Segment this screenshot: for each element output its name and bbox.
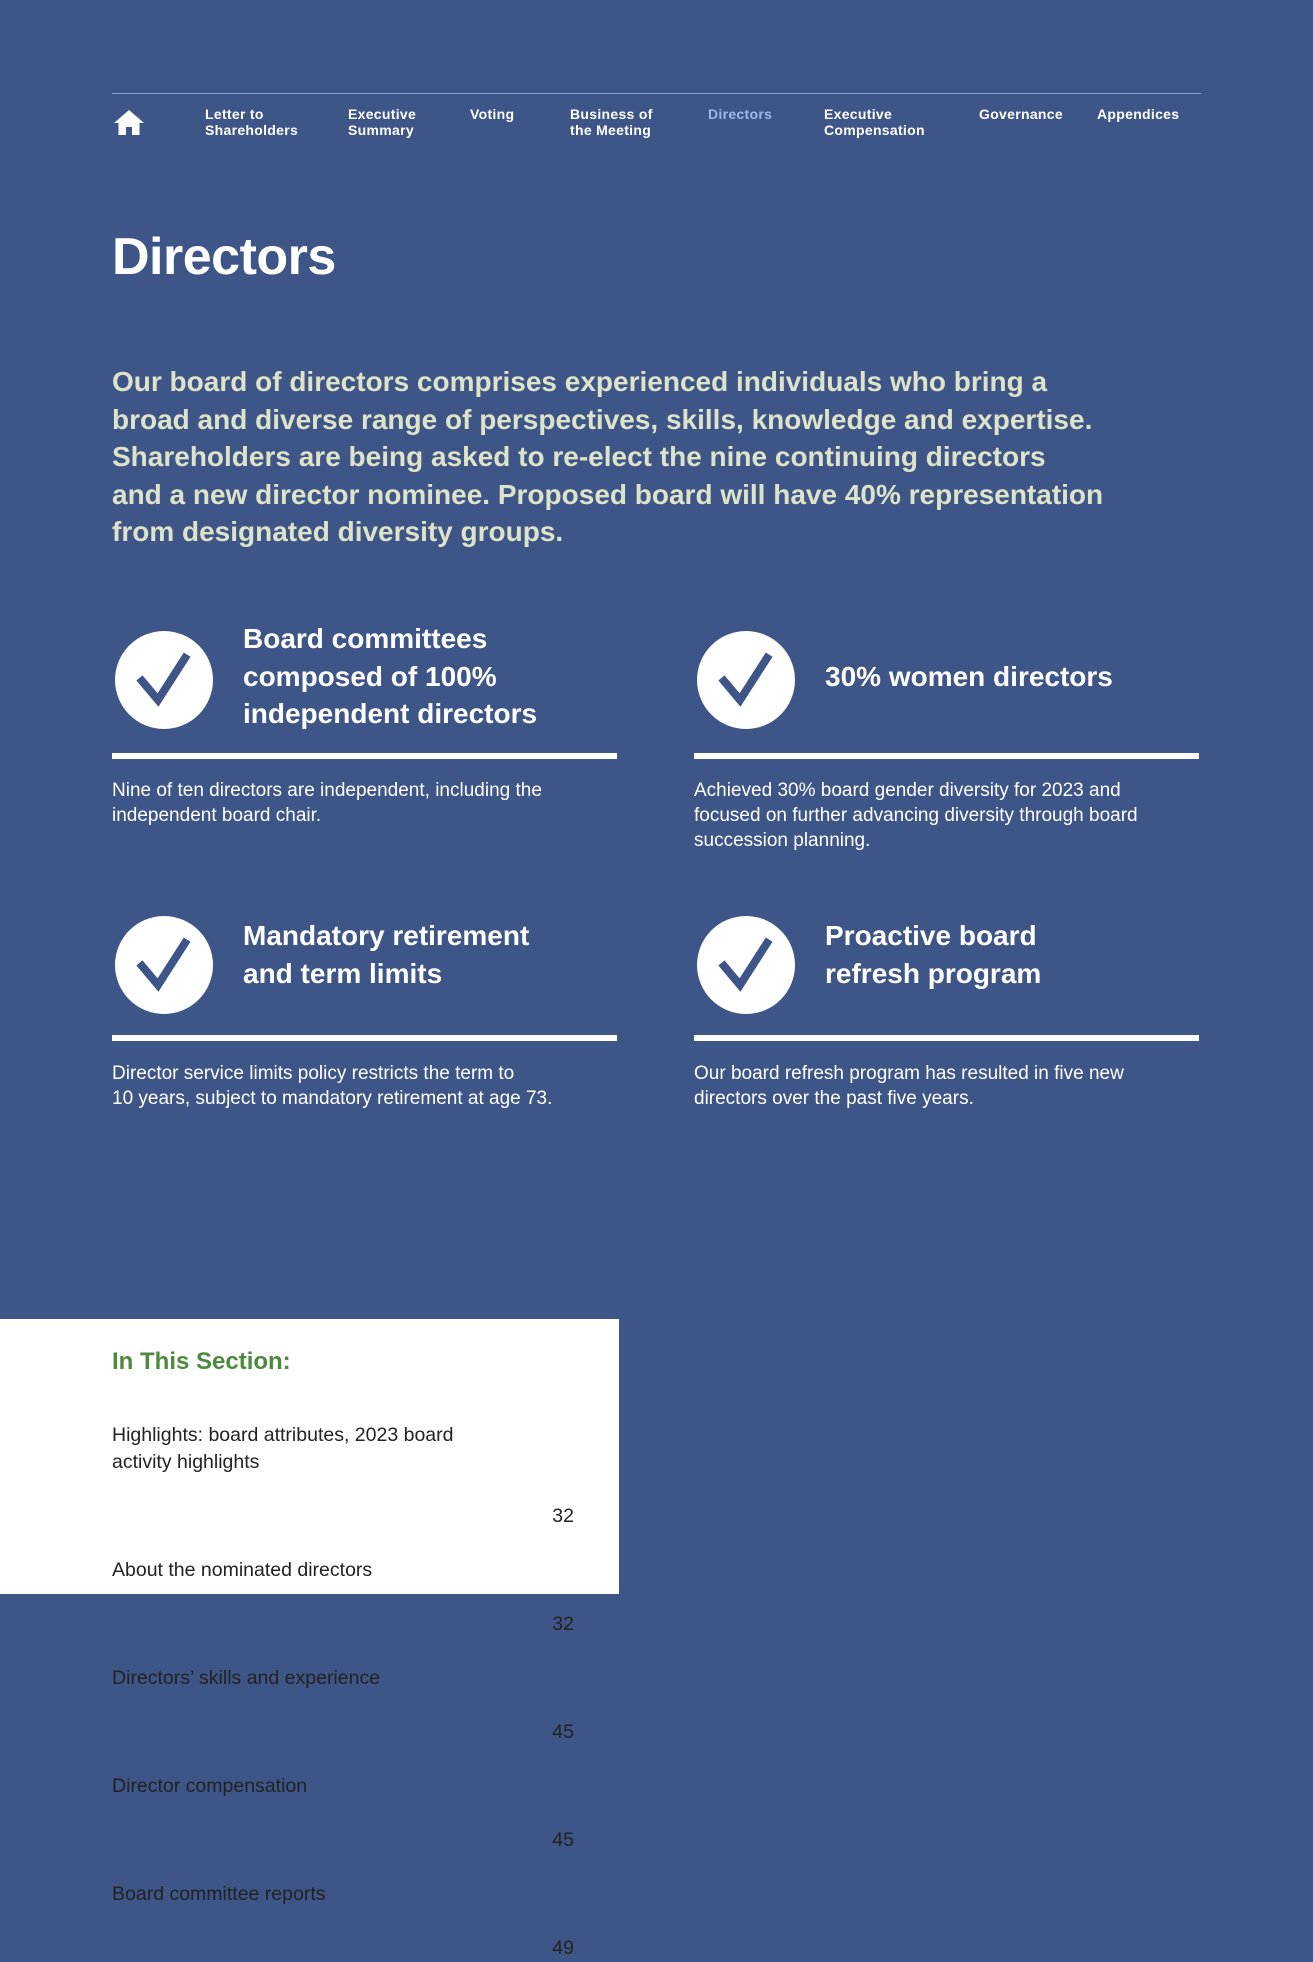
toc-item-page: 45: [552, 1721, 574, 1743]
highlight-card: [694, 620, 1199, 860]
toc-item[interactable]: [112, 1530, 574, 1638]
home-icon[interactable]: [112, 108, 146, 138]
toc-item-label: About the nominated directors: [112, 1559, 373, 1581]
nav-item-executive-summary[interactable]: Executive Summary: [348, 106, 417, 138]
nav-item-letter-to-shareholders[interactable]: Letter to Shareholders: [205, 106, 299, 138]
highlight-card: [112, 915, 617, 1115]
divider: [112, 753, 617, 759]
highlight-card: [694, 915, 1199, 1115]
toc-item-page: 32: [552, 1505, 574, 1527]
checkmark-icon: [115, 631, 213, 729]
toc-item[interactable]: [112, 1638, 574, 1746]
section-title: In This Section:: [112, 1348, 291, 1375]
divider: [694, 1035, 1199, 1041]
checkmark-icon: [697, 631, 795, 729]
toc-item-label: Director compensation: [112, 1775, 308, 1797]
in-this-section-panel: [0, 1319, 619, 1959]
toc-item[interactable]: [112, 1395, 574, 1530]
highlight-description: Achieved 30% board gender diversity for 2023 and focused on further advancing diversity through board succession planning.: [694, 780, 1138, 851]
highlight-description: Our board refresh program has resulted in five new directors over the past five years.: [694, 1063, 1124, 1109]
highlight-description: Nine of ten directors are independent, including the independent board chair.: [112, 780, 542, 826]
section-contents-list: [112, 1395, 574, 1962]
toc-item[interactable]: [112, 1746, 574, 1854]
nav-item-voting[interactable]: Voting: [470, 106, 515, 122]
toc-item-label: Board committee reports: [112, 1883, 326, 1905]
top-navigation: [112, 93, 1201, 154]
toc-item-label: Directors’ skills and experience: [112, 1667, 381, 1689]
page-title: Directors: [112, 228, 336, 286]
toc-item[interactable]: [112, 1854, 574, 1962]
nav-item-directors[interactable]: Directors: [708, 106, 773, 122]
highlight-card: [112, 620, 617, 840]
checkmark-icon: [115, 916, 213, 1014]
nav-item-appendices[interactable]: Appendices: [1097, 106, 1180, 122]
highlight-heading: Mandatory retirement and term limits: [243, 920, 530, 989]
nav-item-executive-compensation[interactable]: Executive Compensation: [824, 106, 925, 138]
intro-paragraph: Our board of directors comprises experienced individuals who bring a broad and diverse range of perspectives, skills, knowledge and expertise. Shareholders are being asked to re-elect the nine continuing directors and a new director nominee. Proposed board will have 40% representation from designated diversity groups.: [112, 366, 1104, 548]
toc-item-page: 45: [552, 1829, 574, 1851]
highlight-description: Director service limits policy restricts the term to 10 years, subject to mandatory retirement at age 73.: [112, 1063, 553, 1109]
highlight-heading: Board committees composed of 100% independent directors: [243, 623, 538, 730]
divider: [694, 753, 1199, 759]
highlight-heading: Proactive board refresh program: [825, 920, 1042, 989]
toc-item-page: 32: [552, 1613, 574, 1635]
checkmark-icon: [697, 916, 795, 1014]
nav-item-governance[interactable]: Governance: [979, 106, 1063, 122]
divider: [112, 1035, 617, 1041]
toc-item-label: Highlights: board attributes, 2023 board activity highlights: [112, 1424, 454, 1473]
nav-item-business-of-the-meeting[interactable]: Business of the Meeting: [570, 106, 653, 138]
highlight-heading: 30% women directors: [825, 661, 1113, 692]
toc-item-page: 49: [552, 1937, 574, 1959]
